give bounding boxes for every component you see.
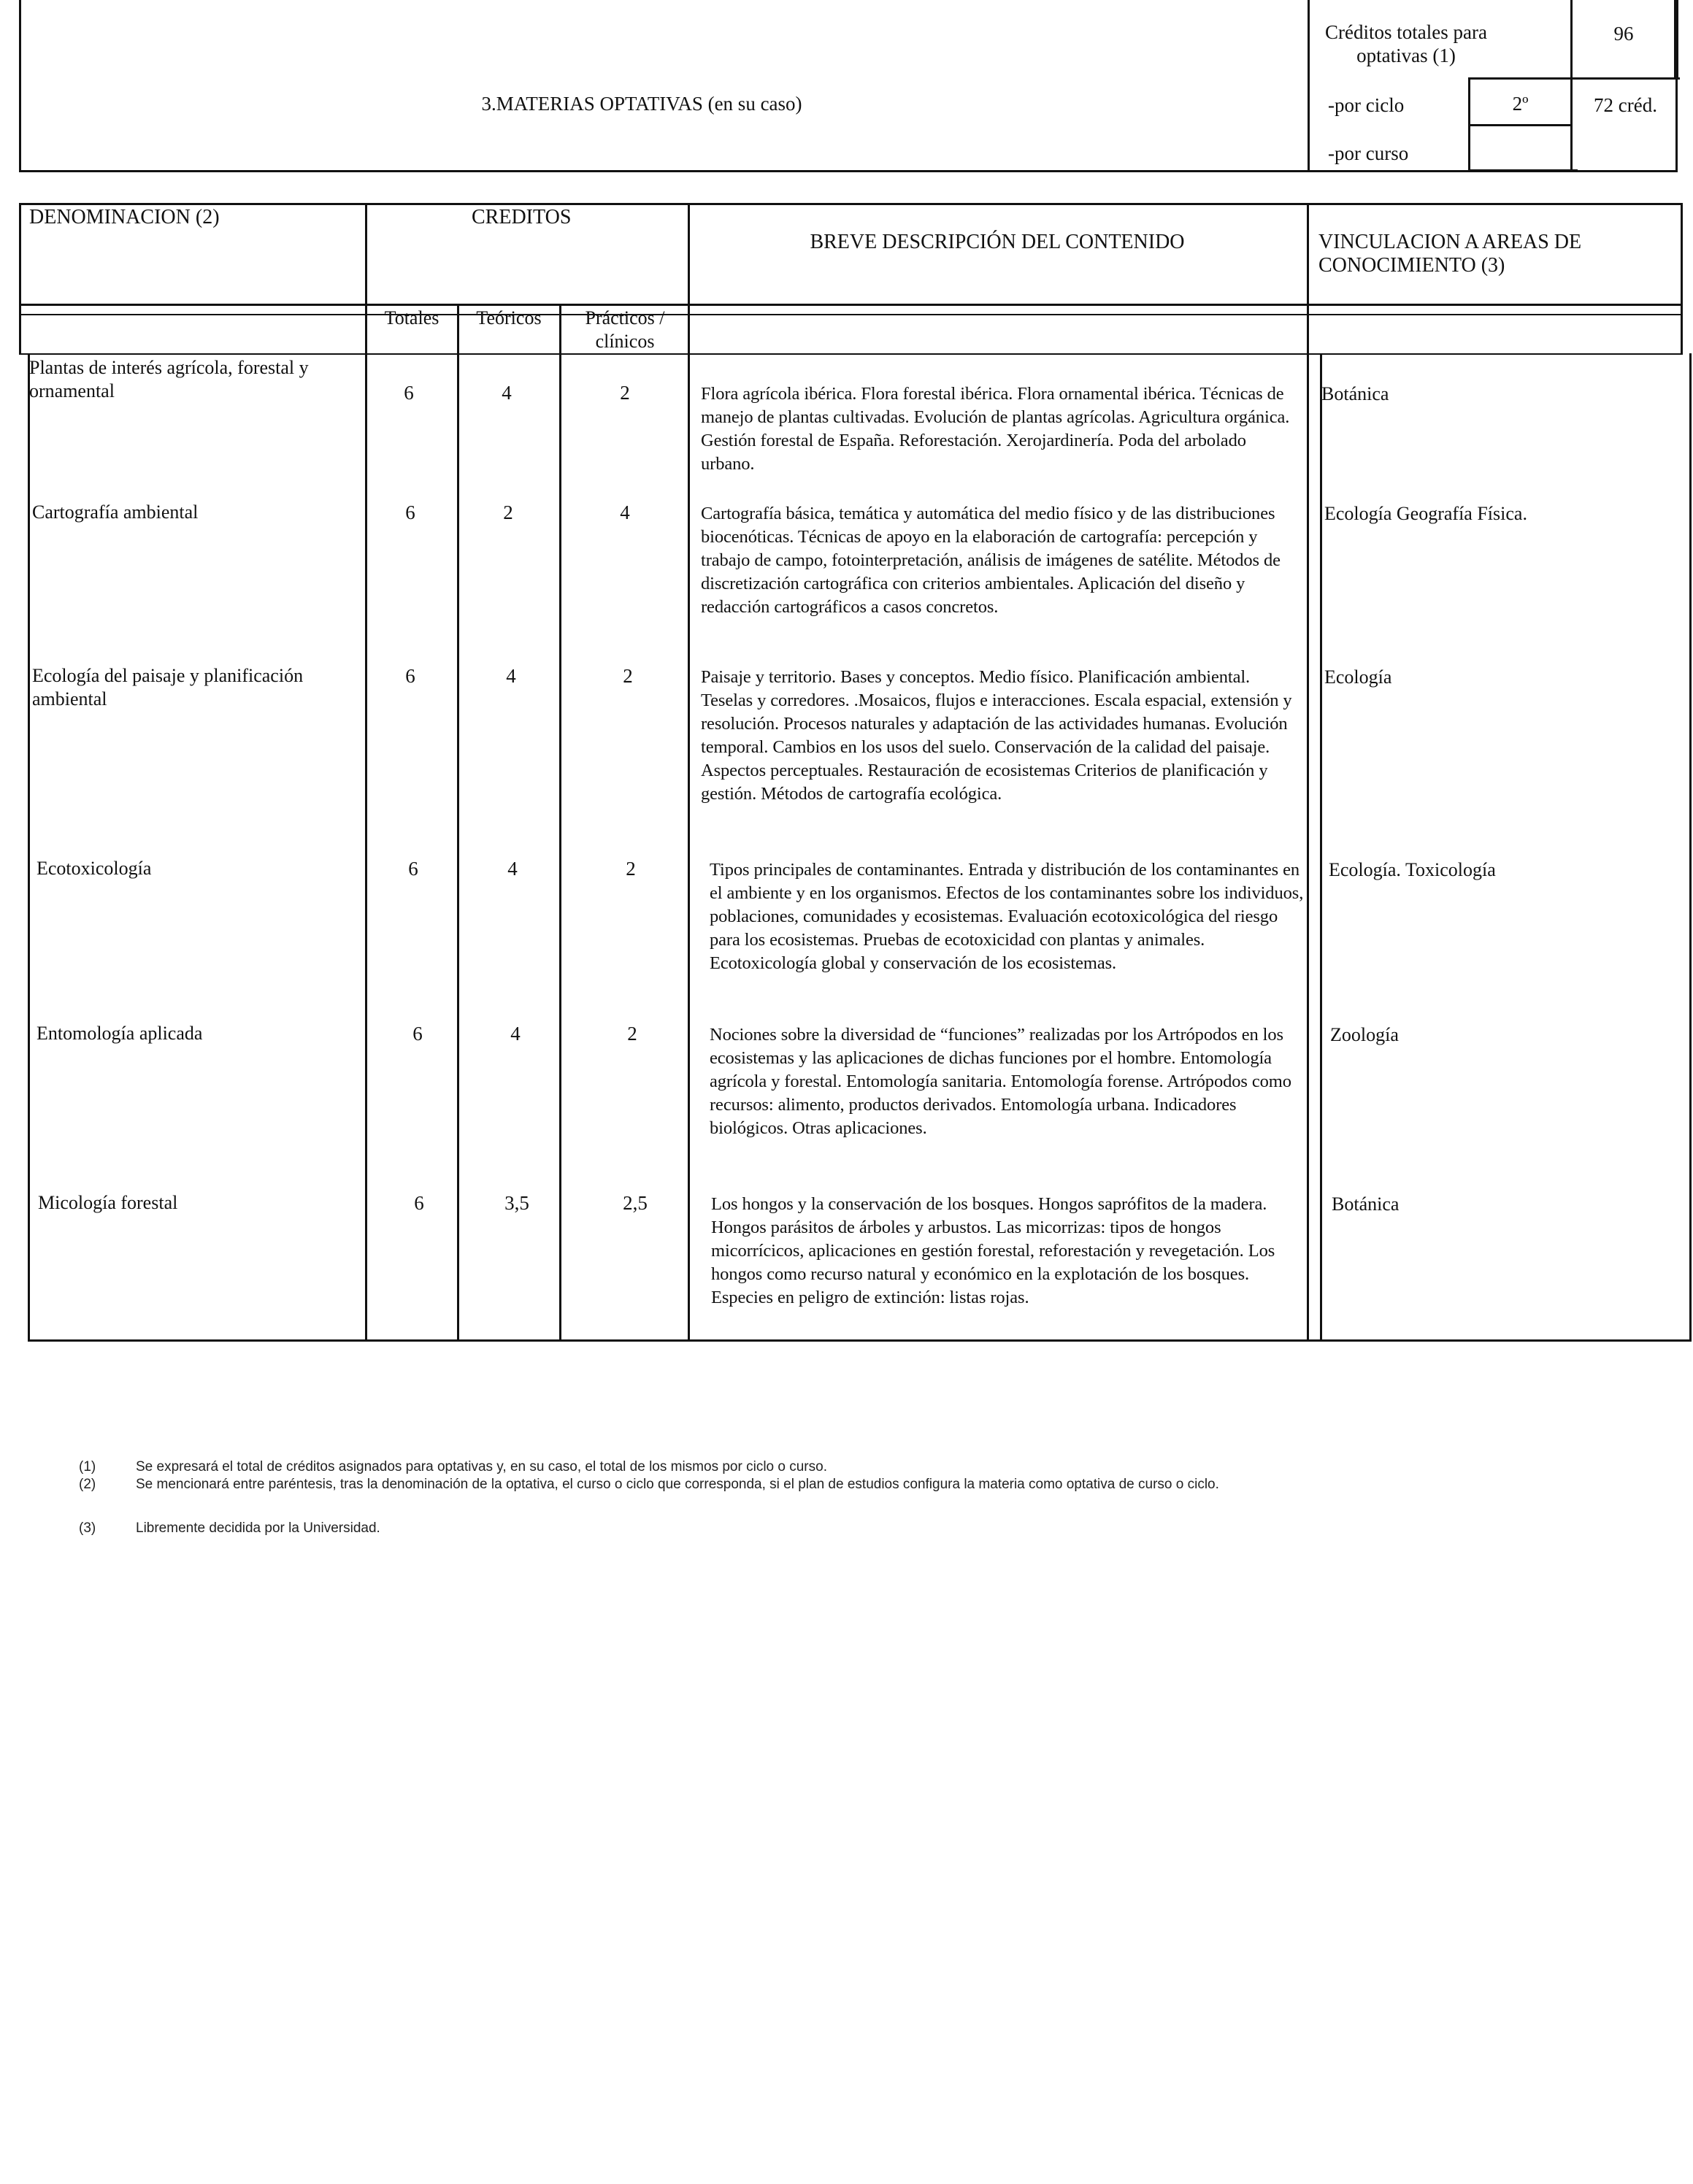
row-5-name: Entomología aplicada <box>37 1023 203 1044</box>
row-6-area: Botánica <box>1332 1193 1400 1215</box>
row-2-totales: 6 <box>405 501 415 523</box>
row-5-teoricos: 4 <box>510 1023 521 1045</box>
footnote-2-text: Se mencionará entre paréntesis, tras la denominación de la optativa, el curso o ciclo que corresponda, si el plan de estudios configura la materia como optativa de curso o ciclo. <box>136 1477 1219 1492</box>
row-2-area: Ecología Geografía Física. <box>1324 503 1527 524</box>
col-descripcion: BREVE DESCRIPCIÓN DEL CONTENIDO <box>810 231 1185 253</box>
row-4-area: Ecología. Toxicología <box>1329 859 1496 880</box>
row-1-description: Flora agrícola ibérica. Flora forestal ibérica. Flora ornamental ibérica. Técnicas de manejo de plantas cultivadas. Evolución de plantas agrícolas. Agricultura orgánica. Gestión forestal de España. Reforestación. Xerojardinería. Poda del arbolado urbano. <box>701 384 1290 474</box>
row-1-teoricos: 4 <box>502 382 512 404</box>
footnote-3-text: Libremente decidida por la Universidad. <box>136 1520 380 1536</box>
row-2-practicos: 4 <box>620 501 630 523</box>
header-title: 3.MATERIAS OPTATIVAS (en su caso) <box>481 93 802 115</box>
row-1-name: Plantas de interés agrícola, forestal y ornamental <box>29 357 309 401</box>
row-2-name: Cartografía ambiental <box>32 501 199 523</box>
row-1-totales: 6 <box>404 382 414 404</box>
row-5-totales: 6 <box>412 1023 423 1045</box>
row-4-name: Ecotoxicología <box>37 858 152 879</box>
row-3-practicos: 2 <box>623 665 633 687</box>
row-3-area: Ecología <box>1324 666 1392 688</box>
row-6-teoricos: 3,5 <box>504 1192 529 1214</box>
sub-practicos: Prácticos / clínicos <box>585 307 665 352</box>
row-4-description: Tipos principales de contaminantes. Entrada y distribución de los contaminantes en el ambiente y en los organismos. Efectos de los contaminantes sobre los individuos, poblaciones, comunidades y ecosistemas. Evaluación ecotoxicológica del riesgo para los ecosistemas. Pruebas de ecotoxicidad con plantas y animales. Ecotoxicología global y conservación de los ecosistemas. <box>710 860 1304 973</box>
row-3-totales: 6 <box>405 665 415 687</box>
footnote-1-text: Se expresará el total de créditos asignados para optativas y, en su caso, el total de los mismos por ciclo o curso. <box>136 1459 827 1474</box>
sub-teoricos: Teóricos <box>476 307 542 328</box>
row-2-description: Cartografía básica, temática y automática del medio físico y de las distribuciones biocenóticas. Técnicas de apoyo en la elaboración de cartografía: percepción y trabajo de campo, fotointerpretación, análisis de imágenes de satélite. Métodos de discretización cartográfica con criterios ambientales. Aplicación del diseño y redacción cartográficos a casos concretos. <box>701 504 1281 617</box>
row-4-teoricos: 4 <box>507 858 518 880</box>
row-5-area: Zoología <box>1330 1024 1399 1045</box>
por-curso-label: -por curso <box>1328 142 1409 164</box>
row-4-practicos: 2 <box>626 858 636 880</box>
por-ciclo-value: 2º <box>1512 93 1529 115</box>
col-denominacion: DENOMINACION (2) <box>29 206 220 228</box>
footnote-2-num: (2) <box>79 1477 96 1492</box>
row-6-name: Micología forestal <box>38 1192 178 1213</box>
footnote-1-num: (1) <box>79 1459 96 1474</box>
row-6-description: Los hongos y la conservación de los bosques. Hongos saprófitos de la madera. Hongos parásitos de árboles y arbustos. Las micorrizas: tipos de hongos micorrícicos, aplicaciones en gestión forestal, reforestación y revegetación. Los hongos como recurso natural y económico en la explotación de los bosques. Especies en peligro de extinción: listas rojas. <box>711 1194 1275 1307</box>
sub-totales: Totales <box>384 307 439 328</box>
row-3-teoricos: 4 <box>506 665 516 687</box>
footnote-3-num: (3) <box>79 1520 96 1536</box>
row-1-practicos: 2 <box>620 382 630 404</box>
por-ciclo-credits: 72 créd. <box>1594 94 1657 116</box>
row-3-name: Ecología del paisaje y planificación ambiental <box>32 665 304 710</box>
row-3-description: Paisaje y territorio. Bases y conceptos. Medio físico. Planificación ambiental. Teselas y corredores. .Mosaicos, flujos e interacciones. Escala espacial, extensión y resolución. Procesos naturales y adaptación de las actividades humanas. Evolución temporal. Cambios en los usos del suelo. Conservación de la calidad del paisaje. Aspectos perceptuales. Restauración de ecosistemas Criterios de planificación y gestión. Métodos de cartografía ecológica. <box>701 667 1292 804</box>
row-6-practicos: 2,5 <box>623 1192 648 1214</box>
por-ciclo-label: -por ciclo <box>1328 94 1405 116</box>
row-1-area: Botánica <box>1321 383 1389 404</box>
row-5-description: Nociones sobre la diversidad de “funciones” realizadas por los Artrópodos en los ecosistemas y las aplicaciones de dichas funciones por el hombre. Entomología agrícola y forestal. Entomología sanitaria. Entomología forense. Artrópodos como recursos: alimento, productos derivados. Entomología urbana. Indicadores biológicos. Otras aplicaciones. <box>710 1025 1291 1138</box>
row-5-practicos: 2 <box>627 1023 637 1045</box>
row-2-teoricos: 2 <box>503 501 513 523</box>
col-creditos: CREDITOS <box>472 206 572 228</box>
creditos-totales-label: Créditos totales para optativas (1) <box>1325 21 1487 66</box>
row-4-totales: 6 <box>408 858 418 880</box>
row-6-totales: 6 <box>414 1192 424 1214</box>
creditos-totales-value: 96 <box>1613 23 1634 45</box>
materias-table <box>19 203 1692 1342</box>
header-box <box>19 0 1678 172</box>
col-vinculacion: VINCULACION A AREAS DE CONOCIMIENTO (3) <box>1318 231 1582 277</box>
